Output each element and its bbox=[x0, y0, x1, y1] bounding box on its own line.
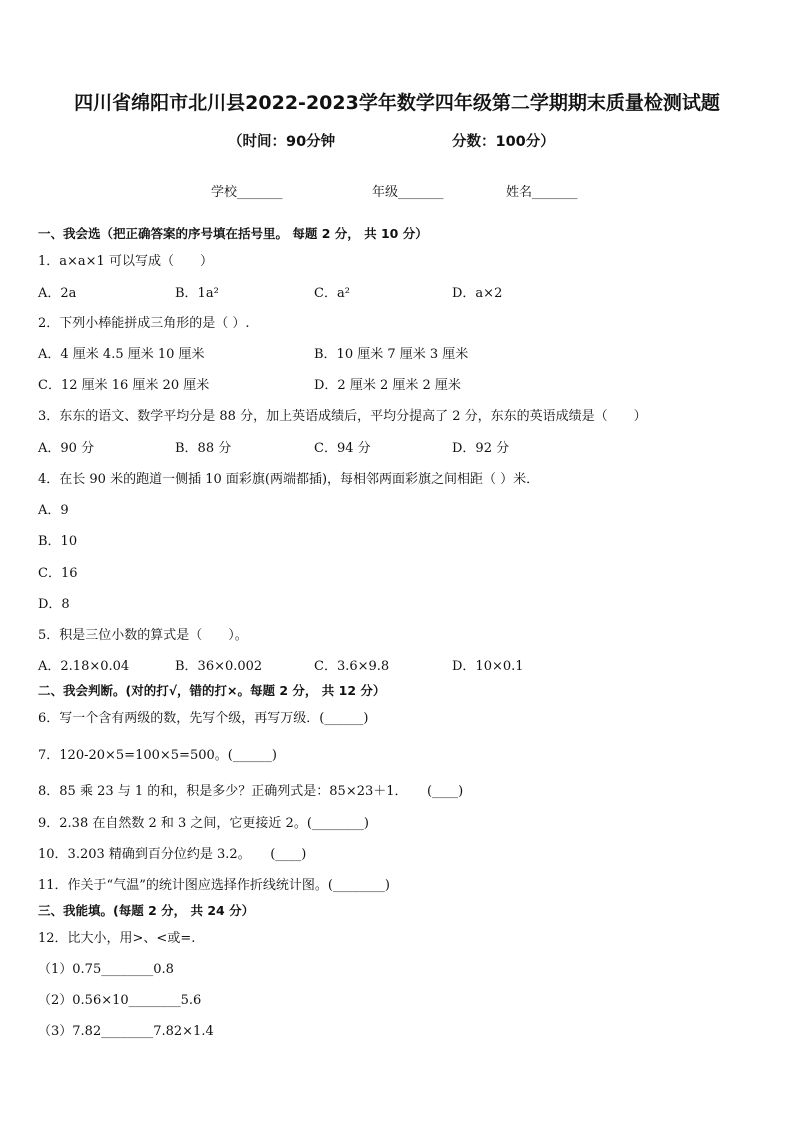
question-stem: 7．120-20×5=100×5=500。(______) bbox=[38, 748, 277, 763]
option-d[interactable]: D．10×0.1 bbox=[452, 659, 524, 674]
option-d[interactable]: D．8 bbox=[38, 597, 70, 612]
option-b[interactable]: B．36×0.002 bbox=[175, 659, 263, 674]
question-stem: 10．3.203 精确到百分位约是 3.2。 (____) bbox=[38, 847, 307, 862]
question-stem: 5．积是三位小数的算式是（ ）。 bbox=[38, 628, 248, 643]
exam-title: 四川省绵阳市北川县2022-2023学年数学四年级第二学期期末质量检测试题 bbox=[74, 92, 720, 114]
question-stem: 2．下列小棒能拼成三角形的是（ ）. bbox=[38, 316, 250, 331]
option-c[interactable]: C．a² bbox=[314, 286, 350, 301]
option-c[interactable]: C．12 厘米 16 厘米 20 厘米 bbox=[38, 378, 210, 393]
option-d[interactable]: D．2 厘米 2 厘米 2 厘米 bbox=[314, 378, 461, 393]
option-a[interactable]: A．90 分 bbox=[38, 441, 95, 456]
section-heading-choice: 一、我会选（把正确答案的序号填在括号里。 每题 2 分， 共 10 分） bbox=[38, 226, 428, 241]
school-field[interactable]: 学校_______ bbox=[211, 185, 283, 200]
option-a[interactable]: A．2.18×0.04 bbox=[38, 659, 130, 674]
fill-blank-item[interactable]: （2）0.56×10________5.6 bbox=[38, 993, 202, 1008]
option-a[interactable]: A．9 bbox=[38, 503, 69, 518]
question-stem: 12．比大小，用>、<或=. bbox=[38, 931, 196, 946]
name-field[interactable]: 姓名_______ bbox=[506, 185, 578, 200]
question-stem: 6．写一个含有两级的数，先写个级，再写万级．(______) bbox=[38, 711, 369, 726]
question-stem: 1．a×a×1 可以写成（ ） bbox=[38, 254, 213, 269]
option-c[interactable]: C．3.6×9.8 bbox=[314, 659, 390, 674]
question-stem: 8．85 乘 23 与 1 的和，积是多少？正确列式是：85×23＋1． (____) bbox=[38, 784, 464, 799]
question-stem: 11．作关于“气温”的统计图应选择作折线统计图。(________) bbox=[38, 878, 390, 893]
option-a[interactable]: A．2a bbox=[38, 286, 77, 301]
question-stem: 4．在长 90 米的跑道一侧插 10 面彩旗(两端都插)，每相邻两面彩旗之间相距（ ）米． bbox=[38, 472, 540, 487]
option-d[interactable]: D．92 分 bbox=[452, 441, 510, 456]
question-stem: 3．东东的语文、数学平均分是 88 分，加上英语成绩后，平均分提高了 2 分，东东的英语成绩是（ ） bbox=[38, 409, 647, 424]
question-stem: 9．2.38 在自然数 2 和 3 之间，它更接近 2。(________) bbox=[38, 816, 369, 831]
option-b[interactable]: B．10 bbox=[38, 534, 78, 549]
option-a[interactable]: A．4 厘米 4.5 厘米 10 厘米 bbox=[38, 347, 205, 362]
option-c[interactable]: C．94 分 bbox=[314, 441, 371, 456]
option-d[interactable]: D．a×2 bbox=[452, 286, 503, 301]
fill-blank-item[interactable]: （1）0.75________0.8 bbox=[38, 962, 174, 977]
option-b[interactable]: B．10 厘米 7 厘米 3 厘米 bbox=[314, 347, 469, 362]
option-b[interactable]: B．88 分 bbox=[175, 441, 232, 456]
option-b[interactable]: B．1a² bbox=[175, 286, 219, 301]
fill-blank-item[interactable]: （3）7.82________7.82×1.4 bbox=[38, 1024, 214, 1039]
grade-field[interactable]: 年级_______ bbox=[372, 185, 444, 200]
exam-score: 分数：100分） bbox=[452, 134, 555, 150]
section-heading-judge: 二、我会判断。(对的打√，错的打×。每题 2 分， 共 12 分） bbox=[38, 683, 386, 698]
option-c[interactable]: C．16 bbox=[38, 566, 78, 581]
exam-time: （时间：90分钟 bbox=[228, 134, 336, 150]
section-heading-fill: 三、我能填。(每题 2 分， 共 24 分） bbox=[38, 903, 255, 918]
